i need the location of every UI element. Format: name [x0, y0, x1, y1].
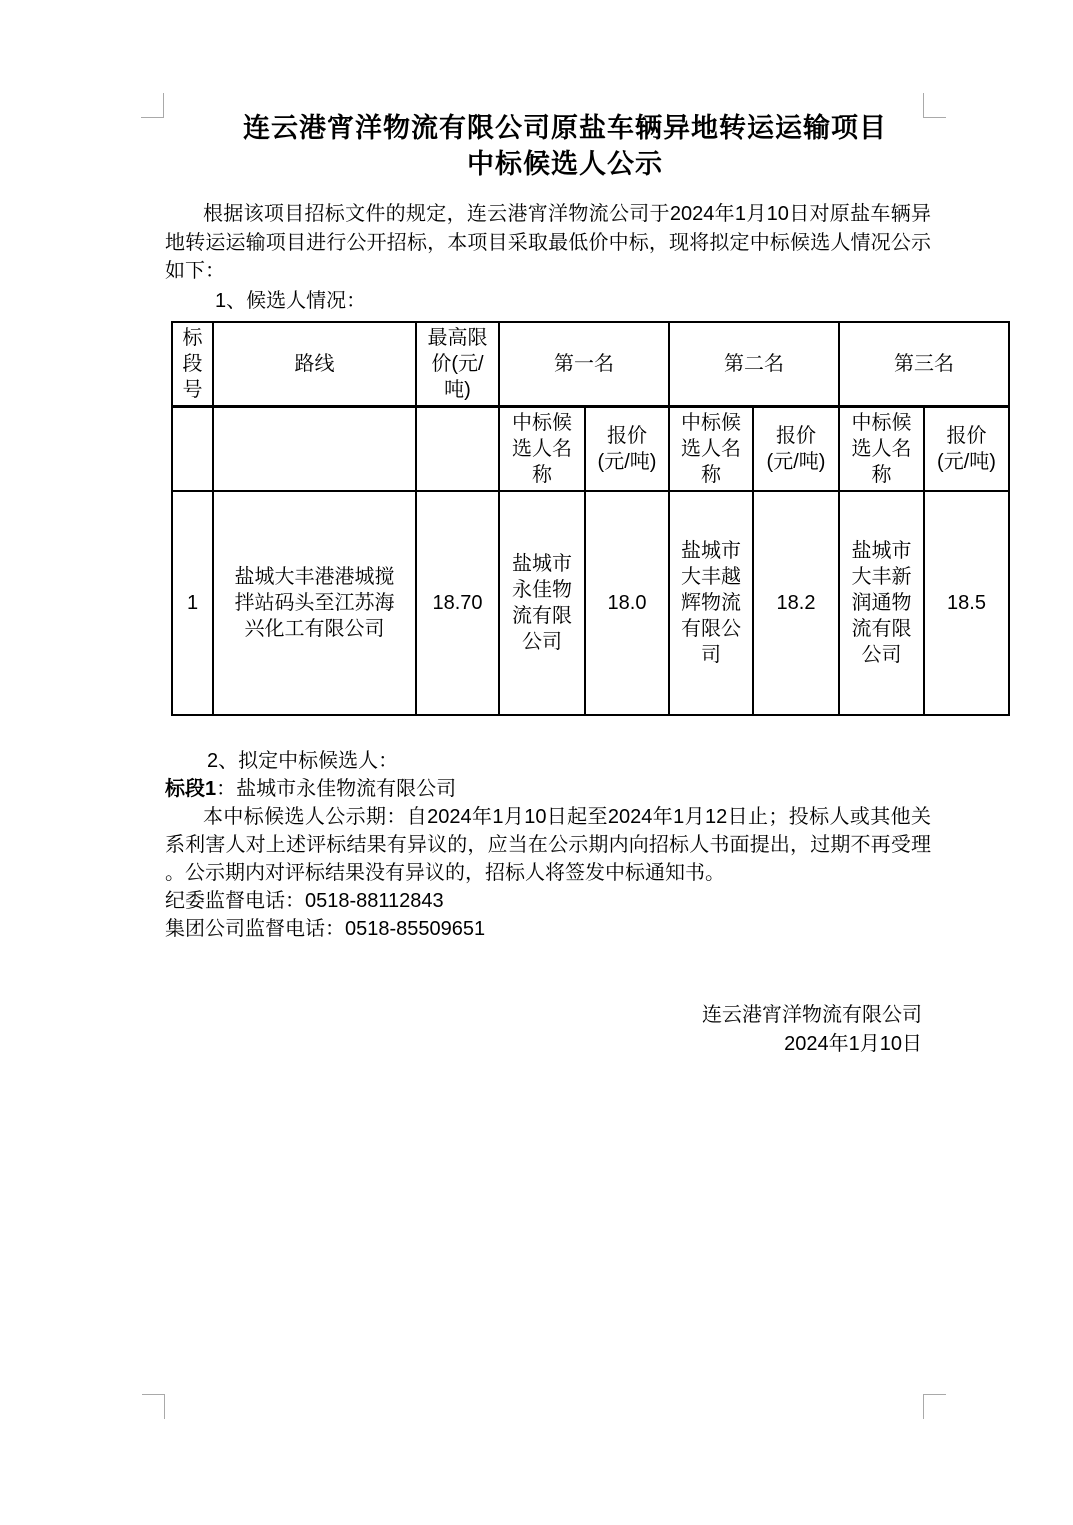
notice-paragraph — [165, 803, 931, 887]
cell-max-price: 18.70 — [416, 491, 499, 715]
header-rank2-candidate: 中标候选人名称 — [669, 407, 753, 492]
crop-mark-top-left — [141, 93, 164, 118]
signature-date: 2024年1月10日 — [784, 1033, 922, 1055]
signature-block — [165, 1001, 922, 1059]
crop-mark-bottom-left — [142, 1394, 165, 1419]
header-route: 路线 — [213, 322, 416, 407]
empty-cell — [213, 407, 416, 492]
award-section-label: 标段1 — [165, 778, 217, 800]
notice-line: 系利害人对上述评标结果有异议的，应当在公示期内向招标人书面提出，过期不再受理 — [165, 834, 931, 856]
title-line-1: 连云港宵洋物流有限公司原盐车辆异地转运运输项目 — [243, 113, 887, 143]
table-header-row-1 — [172, 322, 1009, 407]
notice-line: 本中标候选人公示期：自2024年1月10日起至2024年1月12日止；投标人或其他关 — [203, 806, 931, 828]
cell-rank3-candidate: 盐城市大丰新润通物流有限公司 — [839, 491, 924, 715]
cell-rank2-candidate: 盐城市大丰越辉物流有限公司 — [669, 491, 753, 715]
header-rank1-candidate: 中标候选人名称 — [499, 407, 585, 492]
section1-heading: 1、候选人情况： — [215, 290, 367, 312]
header-rank3: 第三名 — [839, 322, 1009, 407]
table-row — [172, 491, 1009, 715]
header-rank2-price: 报价(元/吨) — [753, 407, 839, 492]
signature-company: 连云港宵洋物流有限公司 — [702, 1004, 922, 1026]
header-rank2: 第二名 — [669, 322, 839, 407]
title-line-2: 中标候选人公示 — [467, 149, 663, 179]
notice-line: 。公示期内对评标结果没有异议的，招标人将签发中标通知书。 — [165, 862, 725, 884]
empty-cell — [416, 407, 499, 492]
page-title — [165, 110, 965, 182]
cell-rank1-candidate: 盐城市永佳物流有限公司 — [499, 491, 585, 715]
cell-rank2-price: 18.2 — [753, 491, 839, 715]
discipline-phone-line: 纪委监督电话：0518-88112843 — [165, 890, 444, 912]
award-company: 盐城市永佳物流有限公司 — [236, 778, 457, 800]
cell-section-no: 1 — [172, 491, 213, 715]
cell-rank3-price: 18.5 — [924, 491, 1009, 715]
candidates-table — [171, 321, 1010, 716]
header-max-price: 最高限价(元/吨) — [416, 322, 499, 407]
crop-mark-bottom-right — [923, 1394, 946, 1419]
award-separator: ： — [216, 778, 237, 800]
cell-route: 盐城大丰港港城搅拌站码头至江苏海兴化工有限公司 — [213, 491, 416, 715]
empty-cell — [172, 407, 213, 492]
header-rank1: 第一名 — [499, 322, 669, 407]
group-phone-line: 集团公司监督电话：0518-85509651 — [165, 918, 486, 940]
header-rank3-price: 报价(元/吨) — [924, 407, 1009, 492]
header-section-no: 标段号 — [172, 322, 213, 407]
table-header-row-2 — [172, 407, 1009, 492]
intro-paragraph — [165, 200, 931, 286]
intro-line: 如下： — [165, 260, 225, 282]
cell-rank1-price: 18.0 — [585, 491, 669, 715]
award-line — [165, 775, 931, 804]
section2-heading: 2、拟定中标候选人： — [207, 750, 399, 772]
intro-line: 地转运运输项目进行公开招标，本项目采取最低价中标，现将拟定中标候选人情况公示 — [165, 231, 931, 254]
header-rank1-price: 报价(元/吨) — [585, 407, 669, 492]
header-rank3-candidate: 中标候选人名称 — [839, 407, 924, 492]
intro-line: 根据该项目招标文件的规定，连云港宵洋物流公司于2024年1月10日对原盐车辆异 — [203, 203, 931, 225]
